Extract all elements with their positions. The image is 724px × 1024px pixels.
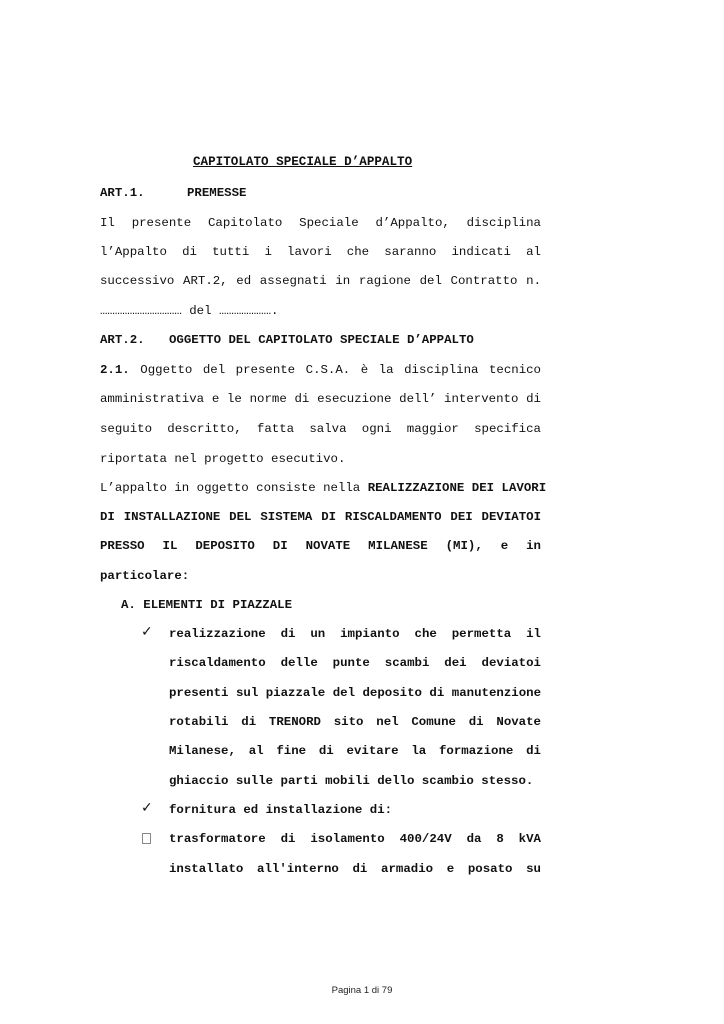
premesse-line-2: l’Appalto di tutti i lavori che saranno indicati al: [100, 245, 541, 259]
document-title: CAPITOLATO SPECIALE D’APPALTO: [193, 155, 413, 169]
s21-line-2: amministrativa e le norme di esecuzione dell’ intervento di: [100, 392, 541, 406]
s21-line-1: [100, 362, 541, 378]
premesse-line-3: successivo ART.2, ed assegnati in ragione del Contratto n.: [100, 274, 541, 288]
section-a-heading: A. ELEMENTI DI PIAZZALE: [121, 598, 293, 612]
subitem-line-2: installato all'interno di armadio e posato su: [169, 862, 541, 876]
appalto-line-4: particolare:: [100, 569, 190, 583]
appalto-line-1: [100, 480, 547, 496]
bullet1-line-1: realizzazione di un impianto che permetta il: [169, 627, 541, 641]
appalto-intro: L’appalto in oggetto consiste nella: [100, 481, 368, 495]
bullet1-line-4: rotabili di TRENORD sito nel Comune di Novate: [169, 715, 541, 729]
bullet1-line-5: Milanese, al fine di evitare la formazione di: [169, 744, 541, 758]
subitem-line-1: trasformatore di isolamento 400/24V da 8 kVA: [169, 832, 541, 846]
premesse-line-4: …………………………… del ………………….: [100, 304, 279, 318]
art2-heading: [100, 333, 474, 347]
appalto-line-3: PRESSO IL DEPOSITO DI NOVATE MILANESE (MI), e in: [100, 539, 541, 553]
missing-glyph-bullet-icon: [142, 833, 151, 844]
s21-first-text: Oggetto del presente C.S.A. è la disciplina tecnico: [129, 363, 541, 377]
art1-number: ART.1.: [100, 186, 145, 200]
art2-number: ART.2.: [100, 333, 145, 347]
page-footer: Pagina 1 di 79: [331, 985, 393, 996]
bullet1-line-3: presenti sul piazzale del deposito di manutenzione: [169, 686, 541, 700]
art1-heading: [100, 186, 247, 200]
s21-line-4: riportata nel progetto esecutivo.: [100, 452, 346, 466]
s21-label: 2.1.: [100, 363, 130, 377]
appalto-intro-bold: REALIZZAZIONE DEI LAVORI: [367, 481, 547, 495]
bullet1-line-2: riscaldamento delle punte scambi dei deviatoi: [169, 656, 541, 670]
appalto-line-2: DI INSTALLAZIONE DEL SISTEMA DI RISCALDAMENTO DEI DEVIATOI: [100, 510, 541, 524]
s21-line-3: seguito descritto, fatta salva ogni maggior specifica: [100, 422, 541, 436]
art1-title: PREMESSE: [187, 186, 247, 200]
bullet1-line-6: ghiaccio sulle parti mobili dello scambio stesso.: [169, 774, 534, 788]
checkmark-icon: ✓: [141, 800, 153, 816]
bullet2-line: fornitura ed installazione di:: [169, 803, 393, 817]
art2-title: OGGETTO DEL CAPITOLATO SPECIALE D’APPALTO: [169, 333, 474, 347]
premesse-line-1: Il presente Capitolato Speciale d’Appalto, disciplina: [100, 216, 541, 230]
checkmark-icon: ✓: [141, 624, 153, 640]
